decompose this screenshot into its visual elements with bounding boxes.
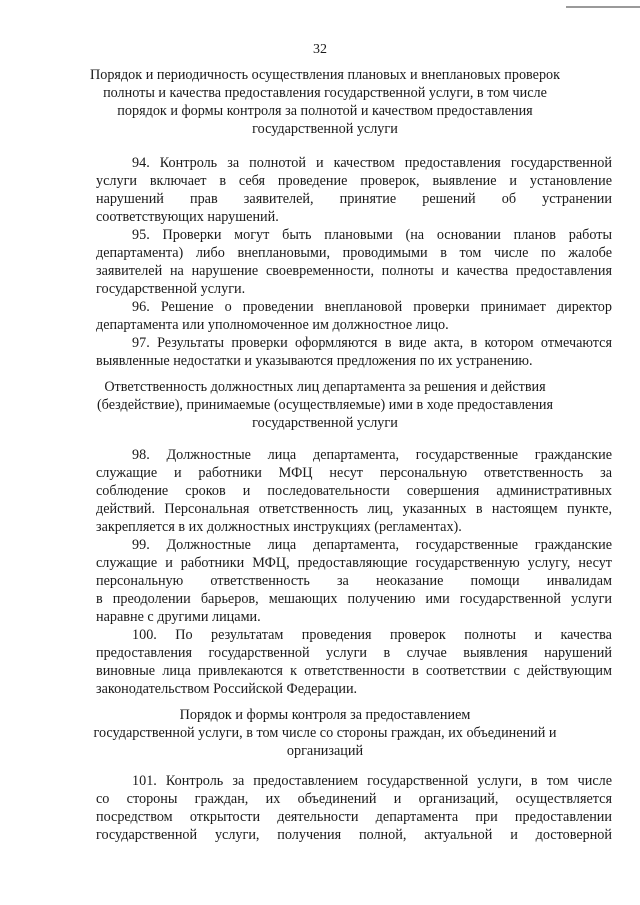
- heading-line: (бездействие), принимаемые (осуществляемые) ими в ходе предоставления: [96, 397, 554, 413]
- heading-line: порядок и формы контроля за полнотой и качеством предоставления: [117, 103, 533, 119]
- paragraph-line: выявленные недостатки и указываются предложения по их устранению.: [96, 353, 533, 369]
- page-number: 32: [313, 42, 327, 57]
- paragraph-line: служащие и работники МФЦ несут персональную ответственность за: [96, 465, 612, 481]
- paragraph-line: 101. Контроль за предоставлением государственной услуги, в том числе: [132, 773, 612, 789]
- paragraph-line: соблюдение сроков и последовательности совершения административных: [96, 483, 612, 499]
- paragraph-line: нарушений прав заявителей, принятие решений об устранении: [96, 191, 612, 207]
- paragraph-line: 100. По результатам проведения проверок полноты и качества: [132, 627, 612, 643]
- paragraph-line: 95. Проверки могут быть плановыми (на основании планов работы: [132, 227, 612, 243]
- paragraph-line: департамента или уполномоченное им должностное лицо.: [96, 317, 449, 333]
- section-heading-inspections: [90, 66, 560, 138]
- paragraph-line: в преодолении барьеров, мешающих получению ими государственной услуги: [96, 591, 612, 607]
- paragraph-line: 97. Результаты проверки оформляются в виде акта, в котором отмечаются: [132, 335, 612, 351]
- heading-line: Порядок и периодичность осуществления плановых и внеплановых проверок: [90, 67, 560, 83]
- heading-line: Ответственность должностных лиц департамента за решения и действия: [104, 379, 546, 395]
- paragraph-96: [96, 298, 612, 334]
- section-heading-public-control: [90, 706, 560, 760]
- section-body-public-control: [96, 772, 612, 844]
- section-body-inspections: [96, 154, 612, 370]
- paragraph-line: виновные лица привлекаются к ответственности в соответствии с действующим: [96, 663, 612, 679]
- paragraph-line: закрепляется в их должностных инструкциях (регламентах).: [96, 519, 462, 535]
- paragraph-line: услуги включает в себя проведение проверок, выявление и установление: [96, 173, 612, 189]
- paragraph-101: [96, 772, 612, 844]
- heading-line: организаций: [286, 743, 364, 759]
- paragraph-line: служащие и работники МФЦ, предоставляющие государственную услугу, несут: [96, 555, 612, 571]
- paragraph-line: предоставления государственной услуги в случае выявления нарушений: [96, 645, 612, 661]
- section-body-responsibility: [96, 446, 612, 698]
- paragraph-line: посредством открытости деятельности департамента при предоставлении: [96, 809, 612, 825]
- paragraph-line: 99. Должностные лица департамента, государственные гражданские: [132, 537, 612, 553]
- heading-line: государственной услуги: [252, 121, 398, 137]
- paragraph-98: [96, 446, 612, 536]
- paragraph-94: [96, 154, 612, 226]
- paragraph-line: департамента) либо внеплановыми, проводимыми в том числе по жалобе: [96, 245, 612, 261]
- paragraph-line: действий. Персональная ответственность лиц, указанных в настоящем пункте,: [96, 501, 612, 517]
- paragraph-line: персональную ответственность за неоказание помощи инвалидам: [96, 573, 612, 589]
- heading-line: государственной услуги: [252, 415, 398, 431]
- paragraph-line: 96. Решение о проведении внеплановой проверки принимает директор: [132, 299, 612, 315]
- paragraph-line: со стороны граждан, их объединений и организаций, осуществляется: [96, 791, 612, 807]
- paragraph-99: [96, 536, 612, 626]
- paragraph-line: законодательством Российской Федерации.: [96, 681, 358, 697]
- paragraph-line: 94. Контроль за полнотой и качеством предоставления государственной: [132, 155, 612, 171]
- paragraph-line: соответствующих нарушений.: [96, 209, 279, 225]
- paragraph-line: заявителей на нарушение своевременности, полноты и качества предоставления: [96, 263, 612, 279]
- heading-line: полноты и качества предоставления государственной услуги, в том числе: [103, 85, 547, 101]
- paragraph-line: государственной услуги.: [96, 281, 246, 297]
- paragraph-line: наравне с другими лицами.: [96, 609, 261, 625]
- paragraph-100: [96, 626, 612, 698]
- paragraph-95: [96, 226, 612, 298]
- paragraph-97: [96, 334, 612, 370]
- paragraph-line: 98. Должностные лица департамента, государственные гражданские: [132, 447, 612, 463]
- heading-line: Порядок и формы контроля за предоставлением: [179, 707, 471, 723]
- section-heading-responsibility: [90, 378, 560, 432]
- top-edge-rule: [566, 6, 640, 8]
- heading-line: государственной услуги, в том числе со стороны граждан, их объединений и: [93, 725, 557, 741]
- paragraph-line: государственной услуги, получения полной, актуальной и достоверной: [96, 827, 612, 843]
